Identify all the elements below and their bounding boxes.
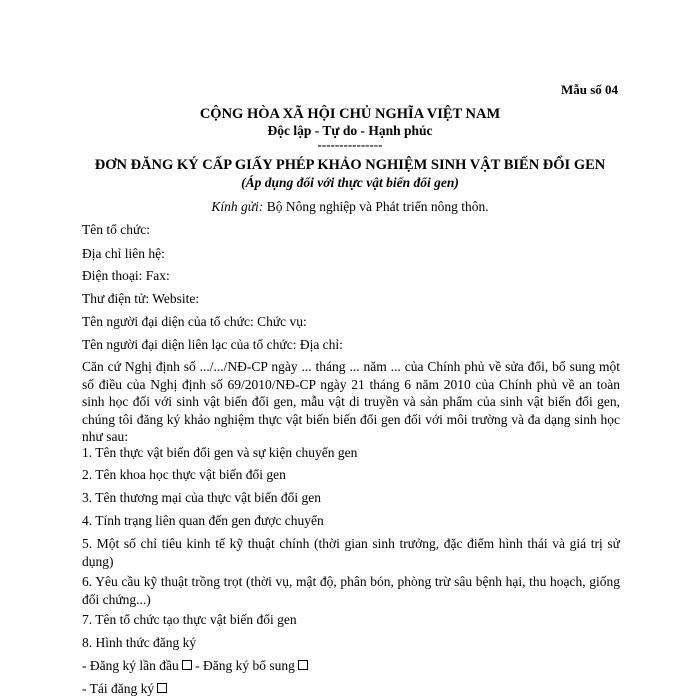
form-number: Mẫu số 04 [560, 82, 618, 97]
field-org-name: Tên tổ chức: [82, 222, 151, 237]
header-separator: --------------- [317, 137, 383, 152]
list-item: 5. Một số chỉ tiêu kinh tế kỹ thuật chính (thời gian sinh trưởng, đặc điểm hình thái và giá trị sử dụng) [82, 536, 620, 569]
recipient-label: Kính gửi: [211, 199, 264, 214]
nation-header: CỘNG HÒA XÃ HỘI CHỦ NGHĨA VIỆT NAM [199, 106, 501, 122]
field-representative: Tên người đại diện của tổ chức: Chức vụ: [82, 314, 307, 329]
option-supplementary-label: - Đăng ký bổ sung [195, 658, 295, 673]
field-phone-fax: Điện thoại: Fax: [82, 268, 170, 283]
list-item: 8. Hình thức đăng ký [82, 635, 197, 650]
field-liaison: Tên người đại diện liên lạc của tổ chức: Địa chỉ: [82, 337, 343, 352]
recipient-line [0, 199, 700, 215]
list-item: 1. Tên thực vật biến đổi gen và sự kiện chuyển gen [82, 445, 358, 460]
list-item: 3. Tên thương mại của thực vật biến đổi gen [82, 490, 321, 505]
document-title: ĐƠN ĐĂNG KÝ CẤP GIẤY PHÉP KHẢO NGHIỆM SINH VẬT BIẾN ĐỔI GEN [94, 157, 606, 173]
field-email-website: Thư điện tử: Website: [82, 291, 200, 306]
list-item: 4. Tính trạng liên quan đến gen được chuyển [82, 513, 324, 528]
field-contact-address: Địa chỉ liên hệ: [82, 246, 165, 261]
first-time-checkbox[interactable] [182, 660, 192, 670]
legal-basis-paragraph: Căn cứ Nghị định số .../.../NĐ-CP ngày ... tháng ... năm ... của Chính phủ về sửa đổi, bổ sung một số điều của Nghị định số 69/2010/NĐ-CP ngày 21 tháng 6 năm 2010 của Chính phủ về an toàn sinh học đối với sinh vật biến đổi gen, mẫu vật di truyền và sản phẩm của sinh vật biến đổi gen, chúng tôi đăng ký khảo nghiệm thực vật biến biến đổi gen đối với môi trường và đa dạng sinh học như sau: [82, 359, 620, 444]
registration-options-row [82, 657, 622, 675]
list-item: 7. Tên tổ chức tạo thực vật biến đổi gen [82, 612, 297, 627]
option-first-time-label: - Đăng ký lần đầu [82, 658, 179, 673]
re-registration-row [82, 680, 622, 698]
list-item: 2. Tên khoa học thực vật biến đổi gen [82, 467, 286, 482]
document-subtitle: (Áp dụng đối với thực vật biến đổi gen) [241, 175, 459, 190]
list-item: 6. Yêu cầu kỹ thuật trồng trọt (thời vụ, mật độ, phân bón, phòng trừ sâu bệnh hại, thu hoạch, giống đối chứng...) [82, 574, 620, 607]
supplementary-checkbox[interactable] [298, 660, 308, 670]
recipient-value: Bộ Nông nghiệp và Phát triển nông thôn. [266, 199, 489, 214]
re-registration-checkbox[interactable] [157, 683, 167, 693]
option-re-registration-label: - Tái đăng ký [82, 681, 155, 696]
motto: Độc lập - Tự do - Hạnh phúc [267, 123, 433, 138]
